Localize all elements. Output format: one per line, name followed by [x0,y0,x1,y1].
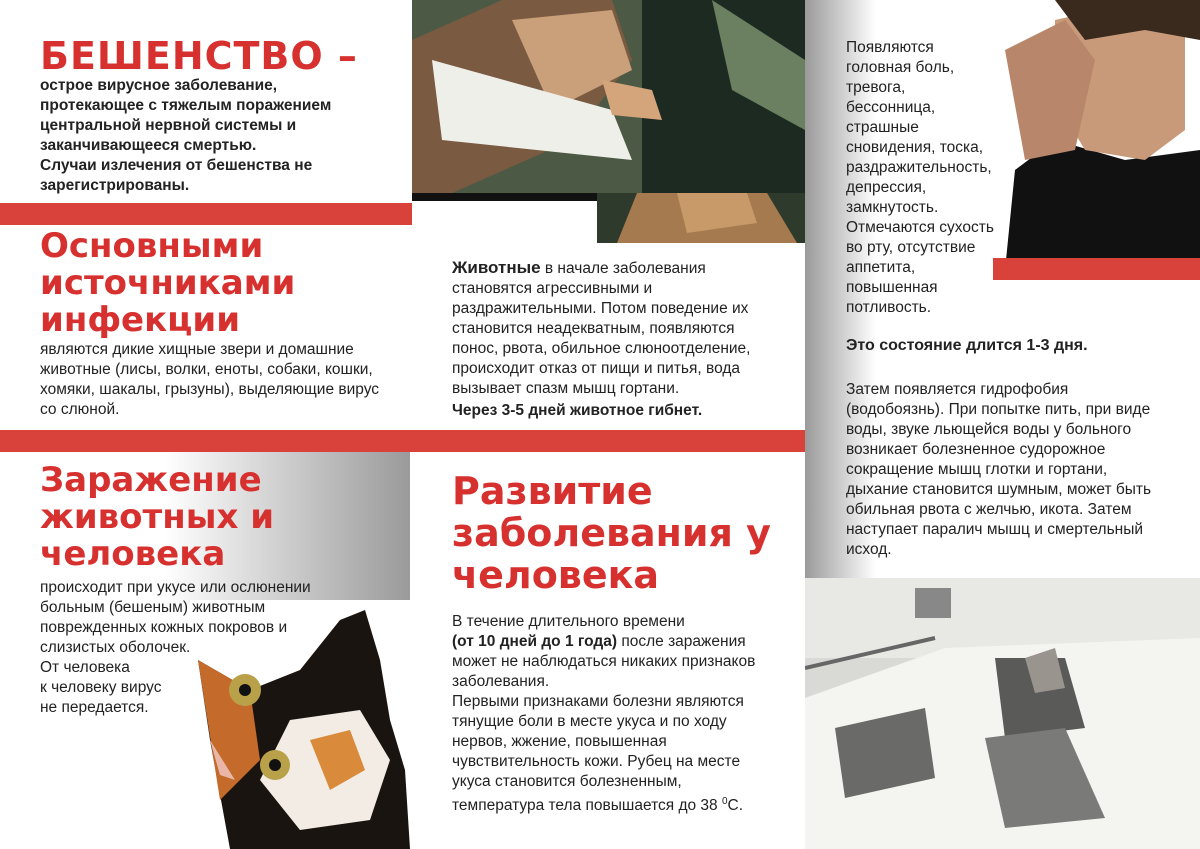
red-stripe-col3 [993,258,1200,280]
human-title: Развитие заболевания у человека [452,469,771,597]
infection-note-line2: к человеку вирус [40,679,162,696]
animals-text [452,258,772,399]
intro-note: Случаи излечения от бешенства не зарегистрированы. [40,157,313,194]
degree-superscript: 0 [721,796,728,807]
intro-text [40,76,380,196]
duration-text: Это состояние длится 1-3 дня. [846,337,1088,354]
black-stripe-top [412,193,597,201]
human-p2-end: С. [727,797,744,815]
page-title: БЕШЕНСТВО – [40,34,358,78]
human-p1-start: В течение длительного времени [452,613,685,630]
human-paragraph-2 [452,692,772,816]
human-p1-end: после заражения может не наблюдаться никаких признаков заболевания. [452,633,756,690]
animals-death-text: Через 3-5 дней животное гибнет. [452,402,703,419]
sources-text: являются дикие хищные звери и домашние животные (лисы, волки, еноты, собаки, кошки, хомяки, шакалы, грызуны), выделяющие вирус со слюной. [40,341,380,418]
infection-note-line1: От человека [40,659,130,676]
man-headache-photo [985,0,1200,270]
red-stripe-top [0,203,412,225]
animals-label: Животные [452,258,541,277]
hospital-patient-photo [805,578,1200,849]
infection-text-block [40,578,340,718]
hydrophobia-text: Затем появляется гидрофобия (водобоязнь). При попытке пить, при виде воды, звуке льющейся воды у больного возникает болезненное судорожное сокращение мышц глотки и гортани, дыхание становится шумным, может быть обильная рвота с желчью, икота. Затем наступает паралич мышц и смертельный исход. [846,381,1152,558]
infection-note-line3: не передается. [40,699,149,716]
fox-photo-lower [597,193,805,243]
human-p2-start: Первыми признаками болезни являются тянущие боли в месте укуса и по ходу нервов, жжение, повышенная чувствительность кожи. Рубец на месте укуса становится болезненным, температура тела повышается до 38 [452,693,744,815]
human-paragraph-1 [452,612,772,692]
intro-paragraph: острое вирусное заболевание, протекающее с тяжелым поражением центральной нервной системы и заканчивающееся смертью. [40,77,332,154]
woman-fox-photo [412,0,805,193]
infection-title: Заражение животных и человека [40,460,275,574]
animals-description: в начале заболевания становятся агрессивными и раздражительными. Потом поведение их становится неадекватным, появляются понос, рвота, обильное слюноотделение, происходит отказ от пищи и питья, вода вызывает спазм мышц гортани. [452,260,751,397]
red-stripe-middle [0,430,805,452]
sources-title: Основными источниками инфекции [40,226,296,340]
human-text-block [452,612,772,816]
symptoms-text: Появляются головная боль, тревога, бессонница, страшные сновидения, тоска, раздражительность, депрессия, замкнутость. Отмечаются сухость во рту, отсутствие аппетита, повышенная потливость. [846,39,994,316]
human-p1-period: (от 10 дней до 1 года) [452,633,618,650]
infection-text: происходит при укусе или ослюнении больным (бешеным) животным поврежденных кожных покровов и слизистых оболочек. [40,579,311,656]
